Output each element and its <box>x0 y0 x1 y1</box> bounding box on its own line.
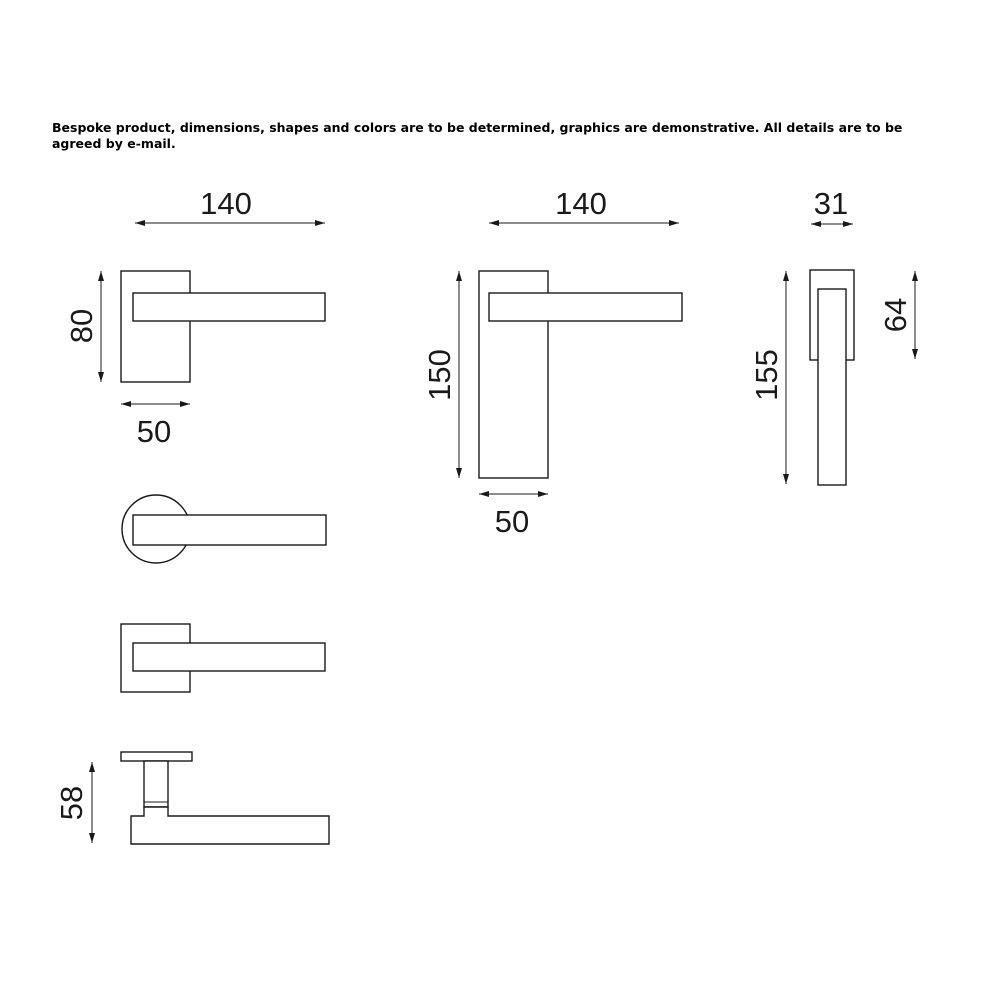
plate-width-dimension-label: 50 <box>494 504 530 539</box>
lever-handle <box>133 643 325 671</box>
view-round-rose-front <box>122 495 326 563</box>
lever-side-profile <box>131 807 329 844</box>
rose-width-dimension-label: 50 <box>136 414 172 449</box>
view-long-plate-side <box>749 186 915 485</box>
disclaimer-note: Bespoke product, dimensions, shapes and colors are to be determined, graphics are demonstrative. All details are to be agreed by e-mail. <box>52 120 903 151</box>
height-dimension-label: 155 <box>749 349 784 401</box>
thickness-dimension-label: 31 <box>813 186 849 221</box>
side-backplate <box>818 289 846 485</box>
height-dimension-label: 150 <box>422 349 457 401</box>
handle-neck <box>144 761 168 807</box>
width-dimension-label: 140 <box>200 186 252 221</box>
lever-handle <box>489 293 682 321</box>
view-long-plate-front <box>422 186 682 539</box>
view-square-rose-variant <box>121 624 325 692</box>
view-square-rose-front <box>64 186 325 449</box>
width-dimension-label: 140 <box>555 186 607 221</box>
lever-handle <box>133 515 326 545</box>
height-dimension-label: 80 <box>64 308 99 344</box>
rose-side-plate <box>121 752 192 761</box>
lever-handle <box>133 293 325 321</box>
projection-dimension-label: 58 <box>54 785 89 821</box>
view-handle-side-projection <box>54 752 329 844</box>
square-rose-plate <box>121 271 190 382</box>
handle-height-dimension-label: 64 <box>878 297 913 333</box>
